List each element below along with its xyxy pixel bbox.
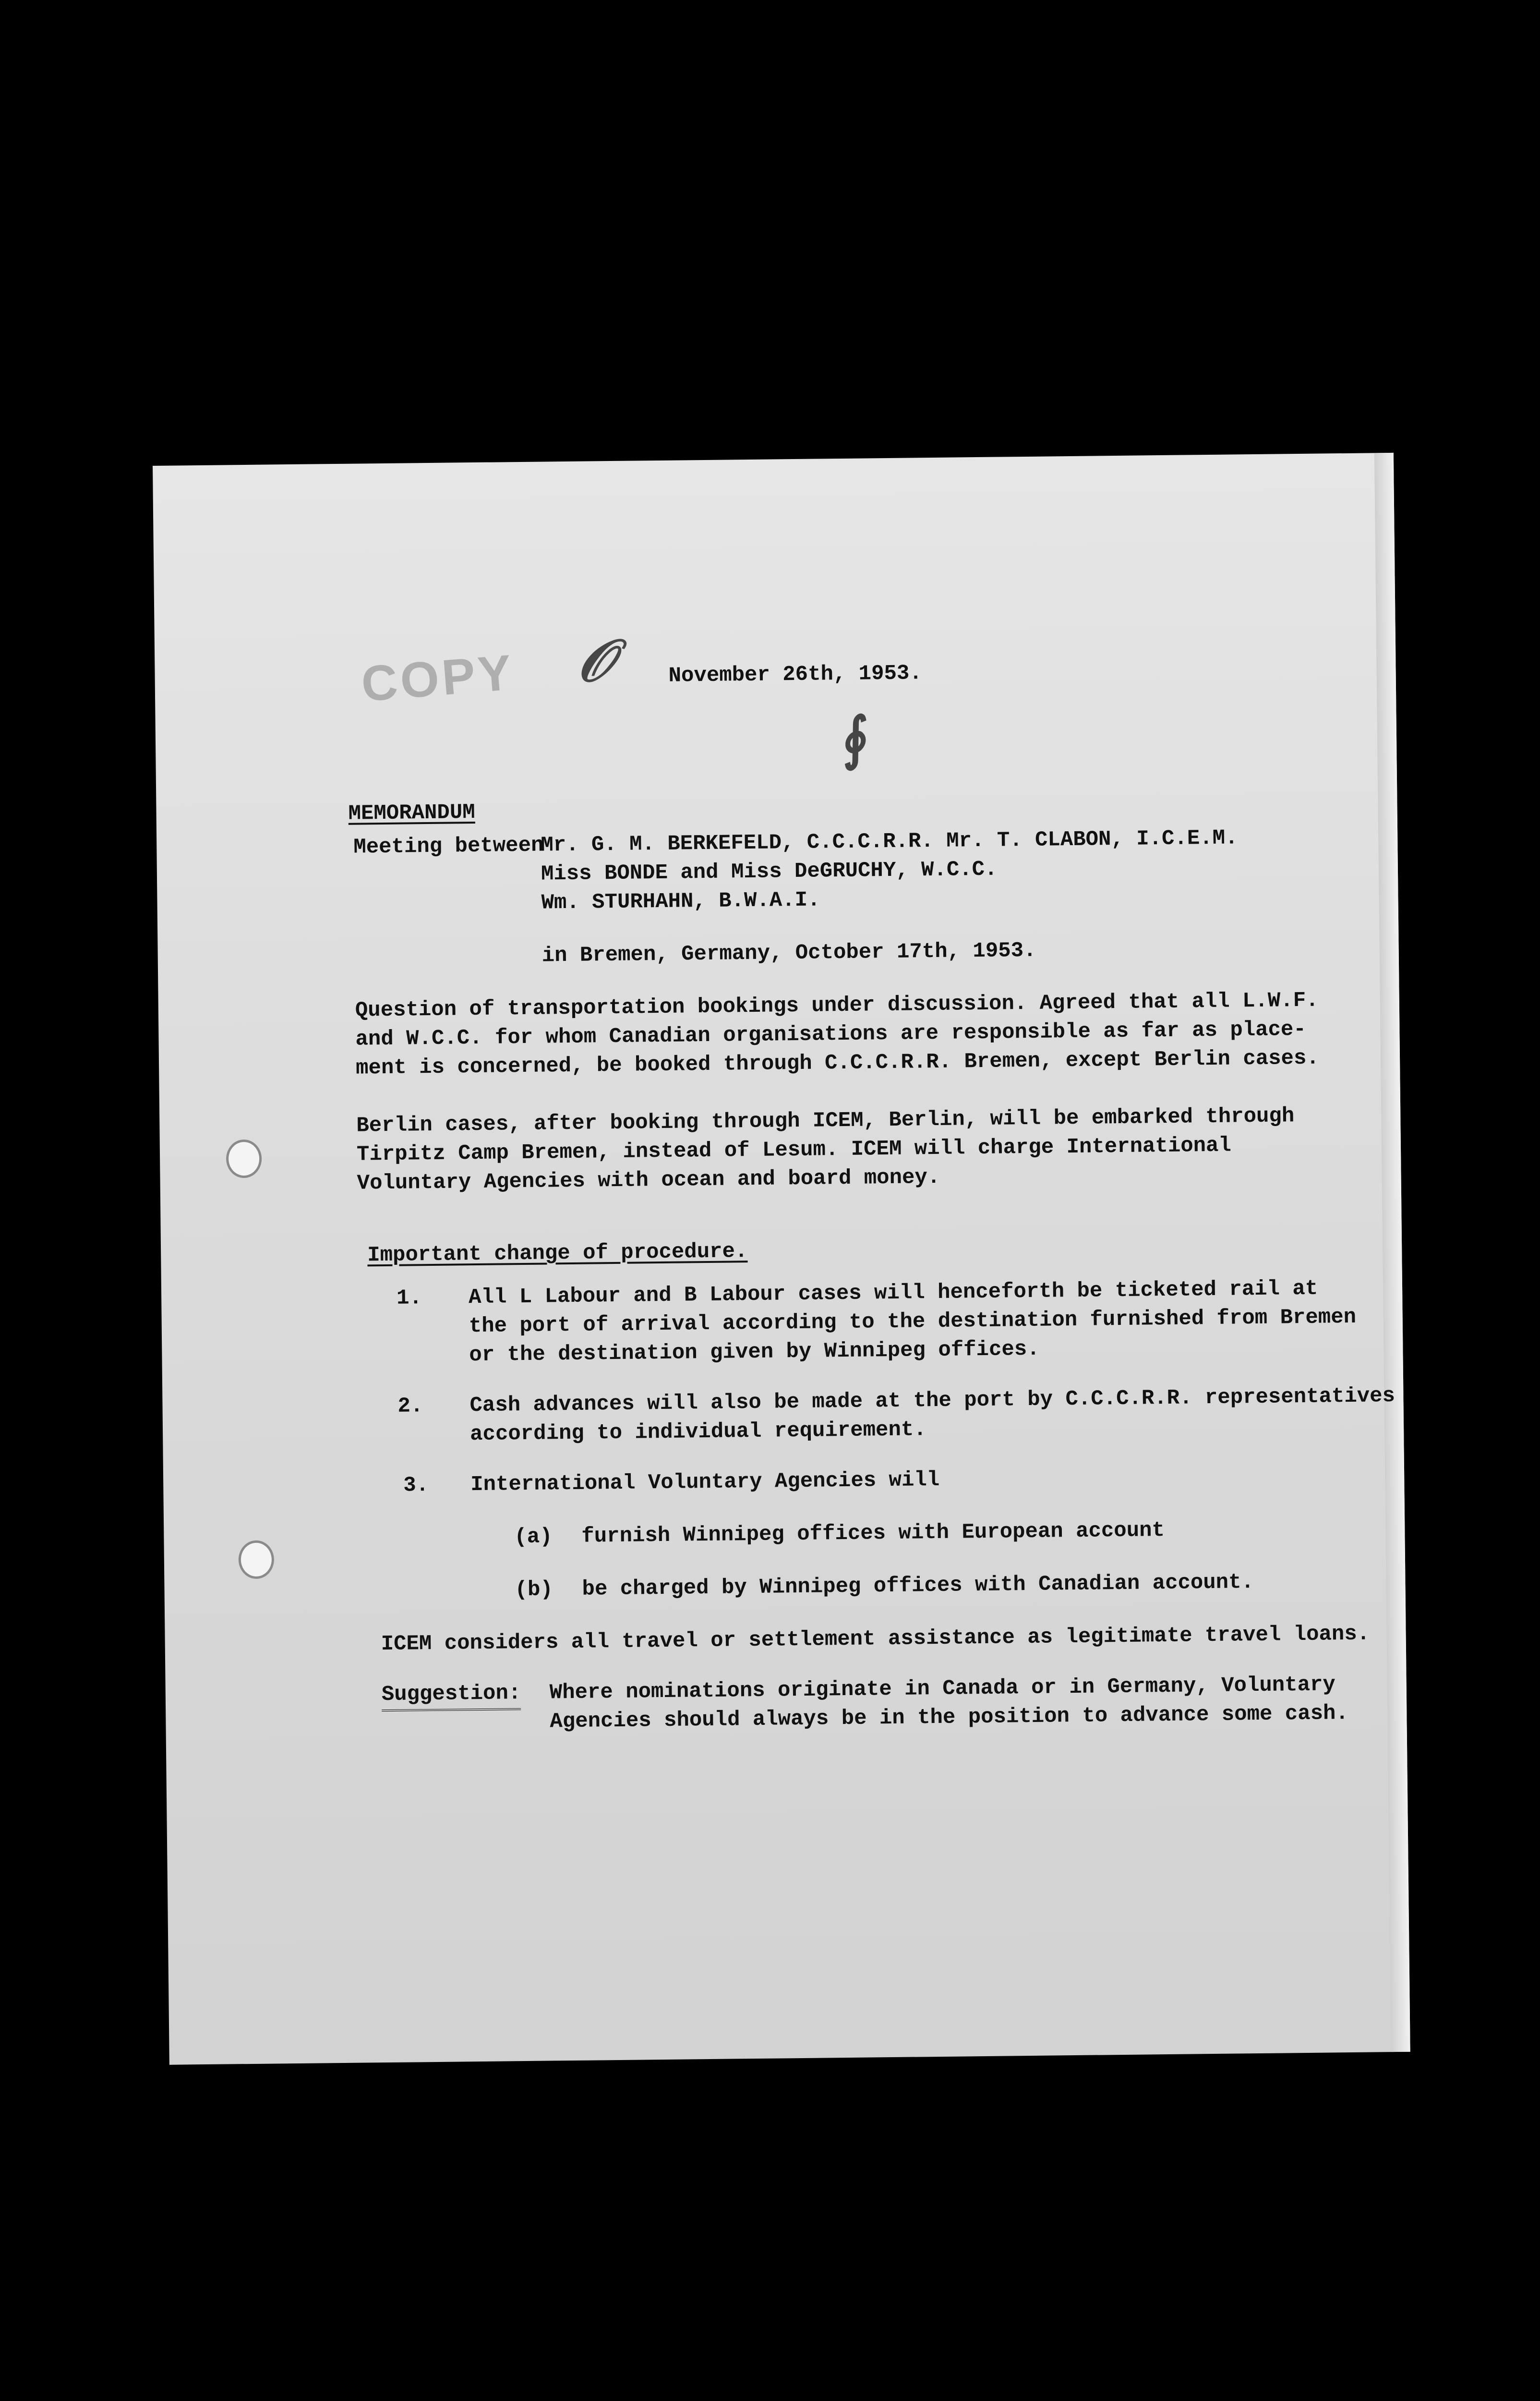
meeting-location: in Bremen, Germany, October 17th, 1953. — [541, 938, 1036, 968]
memo-date: November 26th, 1953. — [668, 661, 922, 688]
procedure-item-1: 1. All L Labour and B Labour cases will henceforth be ticketed rail at the port of arrival according to the destination furnished from Bremen or the destination given by Winnipeg offices. — [396, 1276, 1357, 1368]
memo-page — [153, 453, 1410, 2065]
procedure-subitem-b: (b) be charged by Winnipeg offices with Canadian account. — [515, 1570, 1254, 1602]
suggestion-label: Suggestion: — [382, 1679, 521, 1711]
paragraph-berlin-cases: Berlin cases, after booking through ICEM, Berlin, will be embarked through Tirpitz Camp Bremen, instead of Lesum. ICEM will charge International Voluntary Agencies with ocean and board money. — [356, 1104, 1295, 1196]
handwritten-mark-1: 𝒪 — [577, 626, 614, 695]
meeting-label: Meeting between — [353, 833, 544, 860]
procedure-heading: Important change of procedure. — [367, 1239, 748, 1268]
paragraph-bookings: Question of transportation bookings under discussion. Agreed that all L.W.F. and W.C.C. for whom Canadian organisations are responsible as far as place- ment is concerned, be booked through C.C.C.R.R. Bremen, except Berlin cases. — [355, 988, 1320, 1080]
copy-stamp: COPY — [359, 644, 517, 713]
meeting-attendees-1: Mr. G. M. BERKEFELD, C.C.C.R.R. Mr. T. CLABON, I.C.E.M. — [541, 826, 1238, 858]
memo-heading: MEMORANDUM — [348, 800, 475, 826]
procedure-item-2: 2. Cash advances will also be made at the port by C.C.C.R.R. representatives according to individual requirement. — [397, 1384, 1396, 1447]
punch-hole-top — [226, 1140, 262, 1178]
suggestion-line-2: Agencies should always be in the position to advance some cash. — [550, 1701, 1349, 1734]
punch-hole-bottom — [238, 1540, 274, 1579]
page-edge — [1374, 453, 1410, 2052]
meeting-attendees-3: Wm. STURHAHN, B.W.A.I. — [541, 888, 820, 915]
meeting-attendees-2: Miss BONDE and Miss DeGRUCHY, W.C.C. — [541, 857, 998, 886]
procedure-item-3: 3. International Voluntary Agencies will — [403, 1467, 940, 1498]
handwritten-mark-2: ∮ — [829, 705, 873, 773]
suggestion-line-1: Where nominations originate in Canada or in Germany, Voluntary — [549, 1673, 1336, 1705]
icem-note: ICEM considers all travel or settlement assistance as legitimate travel loans. — [381, 1622, 1370, 1657]
procedure-subitem-a: (a) furnish Winnipeg offices with European account — [514, 1518, 1165, 1550]
